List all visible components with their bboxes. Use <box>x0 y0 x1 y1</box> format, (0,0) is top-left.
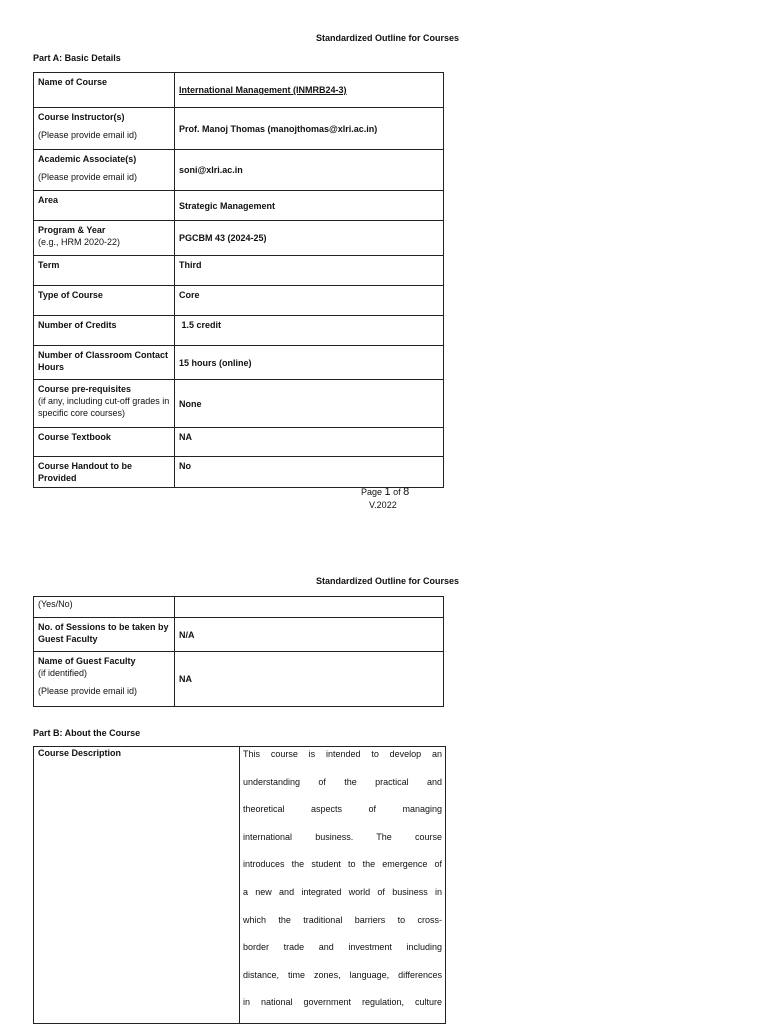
row-label-course-name: Name of Course <box>34 73 175 108</box>
description-line: This course is intended to develop an <box>243 749 442 759</box>
area-value: Strategic Management <box>175 191 444 221</box>
academic-associate-value: soni@xlri.ac.in <box>175 150 444 191</box>
row-label-textbook: Course Textbook <box>34 428 175 457</box>
row-label-contact-hours: Number of Classroom Contact Hours <box>34 346 175 380</box>
row-label-academic-associate: Academic Associate(s) (Please provide email id) <box>34 150 175 191</box>
row-label-instructor: Course Instructor(s) (Please provide email id) <box>34 108 175 150</box>
row-label-guest-sessions: No. of Sessions to be taken by Guest Faculty <box>34 618 175 652</box>
row-label-handout: Course Handout to be Provided <box>34 457 175 488</box>
type-of-course-value: Core <box>175 286 444 316</box>
prerequisites-value: None <box>175 380 444 428</box>
page-header-title: Standardized Outline for Courses <box>316 33 460 43</box>
page-number: Page 1 of 8 <box>361 486 410 498</box>
page-2-header-title: Standardized Outline for Courses <box>316 576 460 586</box>
course-description-text <box>240 747 446 1024</box>
row-label-type-of-course: Type of Course <box>34 286 175 316</box>
description-line: in national government regulation, culture <box>243 997 442 1008</box>
description-line: introduces the student to the emergence of <box>243 859 442 870</box>
description-line: international business. The course <box>243 831 442 842</box>
row-label-program-year: Program & Year (e.g., HRM 2020-22) <box>34 221 175 256</box>
guest-faculty-value: NA <box>175 652 444 707</box>
course-name-value: International Management (INMRB24-3) <box>175 73 444 108</box>
description-line: understanding of the practical and <box>243 776 442 787</box>
instructor-value: Prof. Manoj Thomas (manojthomas@xlri.ac.in) <box>175 108 444 150</box>
guest-sessions-value: N/A <box>175 618 444 652</box>
description-line: border trade and investment including <box>243 942 442 953</box>
handout-value: No <box>175 457 444 488</box>
version-label: V.2022 <box>369 500 397 510</box>
row-label-term: Term <box>34 256 175 286</box>
description-line: distance, time zones, language, differences <box>243 969 442 980</box>
row-label-credits: Number of Credits <box>34 316 175 346</box>
row-label-yes-no: (Yes/No) <box>34 597 175 618</box>
textbook-value: NA <box>175 428 444 457</box>
row-label-area: Area <box>34 191 175 221</box>
course-description-label: Course Description <box>34 747 240 1024</box>
continued-details-table <box>33 596 444 707</box>
row-label-prerequisites: Course pre-requisites (if any, including cut-off grades in specific core courses) <box>34 380 175 428</box>
part-a-title: Part A: Basic Details <box>33 53 121 63</box>
course-description-table <box>33 746 446 1024</box>
contact-hours-value: 15 hours (online) <box>175 346 444 380</box>
description-line: theoretical aspects of managing <box>243 804 442 815</box>
term-value: Third <box>175 256 444 286</box>
basic-details-table <box>33 72 444 488</box>
yes-no-value <box>175 597 444 618</box>
program-year-value: PGCBM 43 (2024-25) <box>175 221 444 256</box>
row-label-guest-faculty: Name of Guest Faculty (if identified) (Please provide email id) <box>34 652 175 707</box>
part-b-title: Part B: About the Course <box>33 728 141 738</box>
credits-value: 1.5 credit <box>175 316 444 346</box>
description-line: which the traditional barriers to cross- <box>243 914 442 925</box>
description-line: a new and integrated world of business in <box>243 886 442 897</box>
